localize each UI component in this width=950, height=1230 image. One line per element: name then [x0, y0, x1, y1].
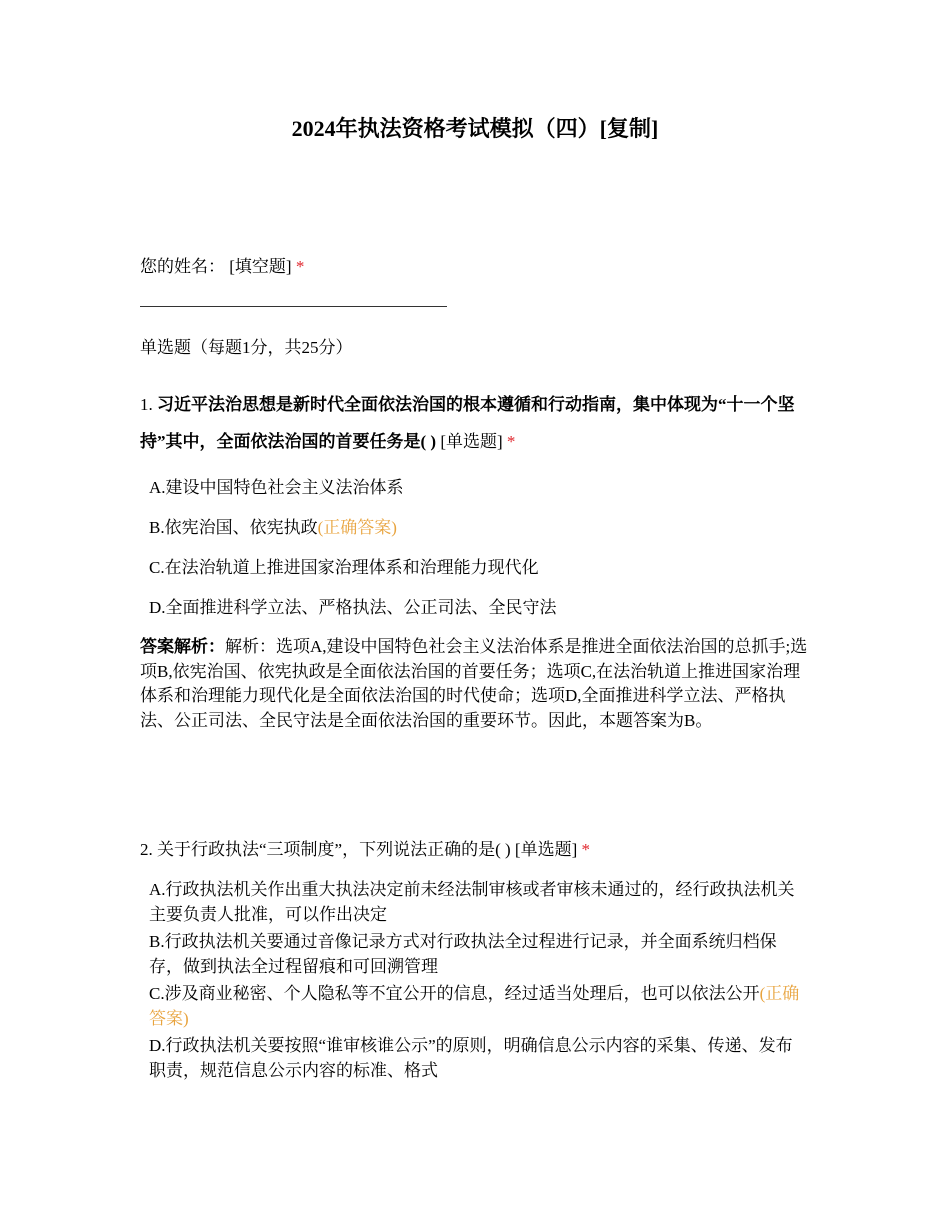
option-text: C.在法治轨道上推进国家治理体系和治理能力现代化	[149, 558, 539, 577]
option-text: D.全面推进科学立法、严格执法、公正司法、全民守法	[149, 598, 557, 617]
required-mark: *	[581, 840, 590, 859]
option-text: D.行政执法机关要按照“谁审核谁公示”的原则，明确信息公示内容的采集、传递、发布职责，规范信息公示内容的标准、格式	[149, 1036, 793, 1080]
question-text: 关于行政执法“三项制度”，下列说法正确的是( )	[157, 840, 511, 859]
option-2b[interactable]	[149, 929, 809, 979]
question-type: [单选题]	[514, 840, 578, 859]
name-input[interactable]	[140, 306, 447, 307]
required-mark: *	[506, 432, 516, 451]
correct-answer-mark: (正确答案)	[149, 984, 800, 1028]
option-1b[interactable]	[149, 515, 809, 540]
option-text: B.行政执法机关要通过音像记录方式对行政执法全过程进行记录，并全面系统归档保存，做到执法全过程留痕和可回溯管理	[149, 932, 777, 976]
question-number: 1.	[140, 395, 153, 414]
name-label: 您的姓名：	[140, 257, 225, 276]
analysis-label: 答案解析：	[140, 637, 225, 656]
question-text: 习近平法治思想是新时代全面依法治国的根本遵循和行动指南，集中体现为“十一个坚持”其中，全面依法治国的首要任务是( )	[140, 395, 795, 451]
question-type: [单选题]	[440, 432, 503, 451]
option-text: C.涉及商业秘密、个人隐私等不宜公开的信息，经过适当处理后，也可以依法公开	[149, 984, 760, 1003]
correct-answer-mark: (正确答案)	[317, 518, 397, 537]
name-question	[140, 252, 812, 277]
answer-analysis	[140, 635, 812, 733]
option-2d[interactable]	[149, 1033, 809, 1083]
question-2-title	[140, 831, 812, 868]
option-1a[interactable]	[149, 475, 809, 500]
option-text: A.行政执法机关作出重大执法决定前未经法制审核或者审核未通过的，经行政执法机关主要负责人批准，可以作出决定	[149, 880, 795, 924]
page-title: 2024年执法资格考试模拟（四）[复制]	[291, 116, 659, 141]
option-2a[interactable]	[149, 877, 809, 927]
option-text: B.依宪治国、依宪执政	[149, 518, 318, 537]
required-mark: *	[295, 257, 305, 276]
name-type: [填空题]	[229, 257, 292, 276]
option-1c[interactable]	[149, 555, 809, 580]
question-1-title	[140, 386, 812, 460]
section-header: 单选题（每题1分，共25分）	[140, 338, 353, 357]
option-text: A.建设中国特色社会主义法治体系	[149, 478, 404, 497]
option-2c[interactable]	[149, 981, 809, 1031]
analysis-text: 解析：选项A,建设中国特色社会主义法治体系是推进全面依法治国的总抓手;选项B,依宪治国、依宪执政是全面依法治国的首要任务；选项C,在法治轨道上推进国家治理体系和治理能力现代化是全面依法治国的时代使命；选项D,全面推进科学立法、严格执法、公正司法、全民守法是全面依法治国的重要环节。因此，本题答案为B。	[140, 637, 808, 730]
question-number: 2.	[140, 840, 153, 859]
option-1d[interactable]	[149, 595, 809, 620]
